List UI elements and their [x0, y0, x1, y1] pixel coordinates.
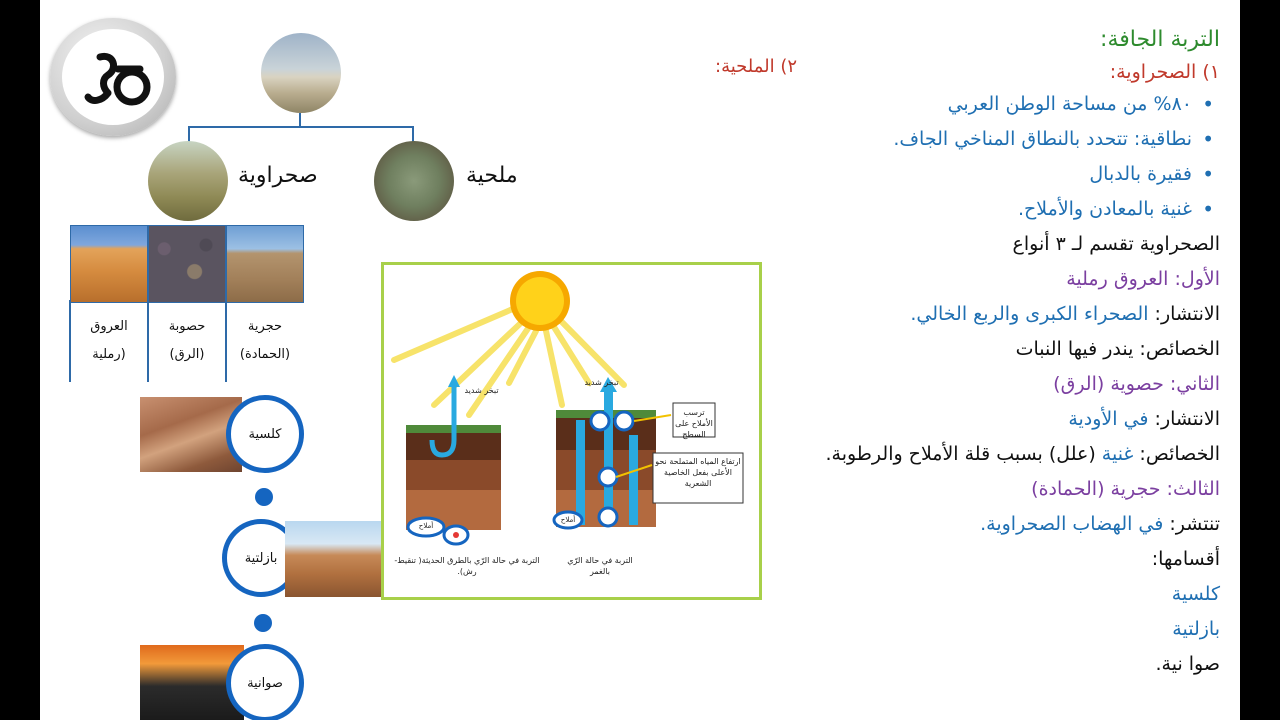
bubble-calcareous: كلسية [226, 395, 304, 473]
slide [40, 0, 1240, 720]
tree-connector [188, 126, 414, 128]
soil-landscape-image [261, 33, 341, 113]
type-first-heading: الأول: العروق رملية [1066, 268, 1220, 290]
soil-type-label: حجرية (الحمادة) [239, 319, 291, 362]
bullet-item: • غنية بالمعادن والأملاح. [700, 192, 1220, 227]
rocky-plateau-image [226, 225, 304, 303]
division-item: بازلتية [1172, 618, 1220, 640]
sun-rays-icon [394, 305, 624, 415]
sand-dunes-image [70, 225, 148, 303]
types-intro: الصحراوية تقسم لـ ٣ أنواع [1012, 233, 1220, 255]
divisions-heading: أقسامها: [1151, 548, 1220, 570]
connector-dot [255, 488, 273, 506]
type-second-heading: الثاني: حصوية (الرق) [1053, 373, 1220, 395]
soil-type-sand [70, 225, 148, 382]
basalt-rock-image [285, 521, 381, 597]
logo-inner [62, 29, 164, 125]
connector-dot [254, 614, 272, 632]
soil-block-left [406, 375, 501, 544]
channel-logo [50, 18, 176, 136]
saline-label: ملحية [466, 163, 518, 188]
caption-left: التربة في حالة الرّي بالطرق الحديثة( تنقيط-رش). [394, 556, 540, 576]
soil-type-rocky [226, 225, 304, 382]
grid-divider [69, 300, 71, 382]
saline-heading: ٢) الملحية: [715, 56, 798, 77]
evap-left-label: تبخر شديد [464, 386, 499, 395]
division-item: كلسية [1171, 583, 1220, 605]
tree-connector [412, 126, 414, 142]
gravel-image [148, 225, 226, 303]
bubble-basaltic: بازلتية [222, 519, 300, 597]
desert-soil-image [148, 141, 228, 221]
rise-callout-text: ارتفاع المياه المتملحة نحو الأعلى بفعل الخاصية الشعرية [655, 457, 741, 488]
salt-tag-left: أملاح [418, 522, 434, 530]
desert-heading: ١) الصحراوية: [1109, 61, 1220, 83]
division-item: صوا نية. [1155, 653, 1220, 675]
tree-connector [299, 113, 301, 127]
lesson-text [700, 22, 1220, 682]
caption-right: التربة في حالة الرّي بالغمر [567, 556, 633, 576]
type-third-heading: الثالث: حجرية (الحمادة) [1031, 478, 1220, 500]
bullet-item: • نطاقية: تتحدد بالنطاق المناخي الجاف. [700, 122, 1220, 157]
grid-divider [225, 300, 227, 382]
lesson-title: التربة الجافة: [1100, 27, 1220, 52]
grid-divider [147, 300, 149, 382]
desert-label: صحراوية [238, 163, 318, 188]
logo-mark-icon [62, 29, 164, 125]
soil-type-gravel [148, 225, 226, 382]
tree-connector [188, 126, 190, 142]
salt-callout-text: ترسب الأملاح على السطح [675, 408, 713, 439]
bullet-item: • ٨٠% من مساحة الوطن العربي [700, 87, 1220, 122]
bullet-item: • فقيرة بالدبال [700, 157, 1220, 192]
salt-tag-right: أملاح [560, 516, 576, 524]
soil-type-label: حصوبة (الرق) [168, 319, 206, 362]
type-first-props: الخصائص: يندر فيها النبات [1015, 338, 1220, 360]
type-second-spread: الانتشار: في الأودية [1068, 408, 1220, 430]
type-third-spread: تنتشر: في الهضاب الصحراوية. [980, 513, 1220, 535]
soil-type-label: العروق (رملية [90, 319, 128, 362]
evap-right-label: تبخر شديد [584, 378, 619, 387]
saline-soil-image [374, 141, 454, 221]
bubble-flint: صوانية [226, 644, 304, 720]
type-second-props: الخصائص: غنية (علل) بسبب قلة الأملاح والرطوبة. [825, 443, 1220, 465]
type-first-spread: الانتشار: الصحراء الكبرى والربع الخالي. [910, 303, 1220, 325]
sun-icon [510, 271, 570, 331]
